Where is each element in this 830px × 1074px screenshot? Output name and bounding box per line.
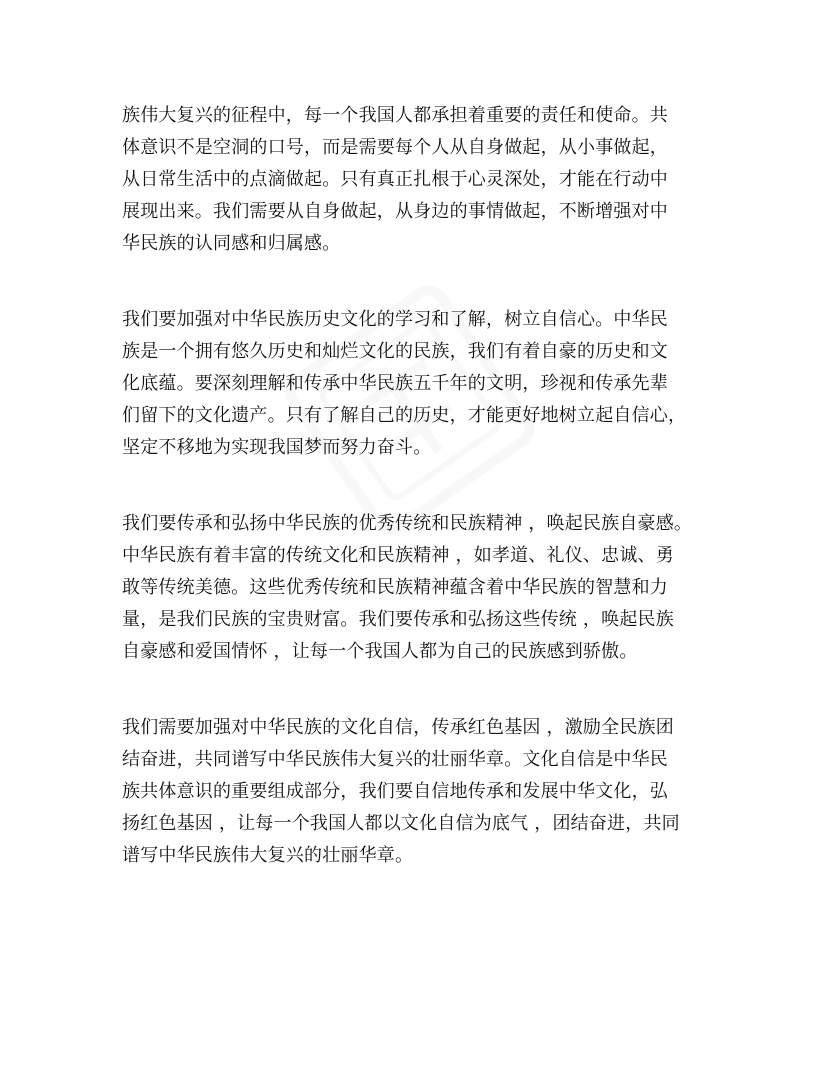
text-line: 族共体意识的重要组成部分，我们要自信地传承和发展中华文化，弘 bbox=[122, 781, 668, 802]
text-line: 中华民族有着丰富的传统文化和民族精神 ，如孝道、礼仪、忠诚、勇 bbox=[122, 545, 674, 566]
text-line: 体意识不是空洞的口号，而是需要每个人从自身做起，从小事做起， bbox=[122, 137, 668, 158]
text-line: 华民族的认同感和归属感。 bbox=[122, 233, 341, 254]
text-line: 敢等传统美德。这些优秀传统和民族精神蕴含着中华民族的智慧和力 bbox=[122, 577, 668, 598]
text-line: 们留下的文化遗产。只有了解自己的历史，才能更好地树立起自信心， bbox=[122, 405, 687, 426]
paragraph-4 bbox=[122, 712, 712, 872]
paragraph-2 bbox=[122, 304, 712, 464]
text-line: 我们需要加强对中华民族的文化自信，传承红色基因 ，激励全民族团 bbox=[122, 717, 674, 738]
document-body bbox=[122, 100, 712, 916]
text-line: 结奋进，共同谱写中华民族伟大复兴的壮丽华章。文化自信是中华民 bbox=[122, 749, 668, 770]
text-line: 从日常生活中的点滴做起。只有真正扎根于心灵深处，才能在行动中 bbox=[122, 169, 668, 190]
text-line: 谱写中华民族伟大复兴的壮丽华章。 bbox=[122, 845, 414, 866]
text-line: 扬红色基因 ，让每一个我国人都以文化自信为底气 ，团结奋进，共同 bbox=[122, 813, 680, 834]
paragraph-1 bbox=[122, 100, 712, 260]
text-line: 自豪感和爱国情怀 ，让每一个我国人都为自己的民族感到骄傲。 bbox=[122, 641, 638, 662]
text-line: 族是一个拥有悠久历史和灿烂文化的民族，我们有着自豪的历史和文 bbox=[122, 341, 668, 362]
text-line: 展现出来。我们需要从自身做起，从身边的事情做起，不断增强对中 bbox=[122, 201, 668, 222]
text-line: 量，是我们民族的宝贵财富。我们要传承和弘扬这些传统 ，唤起民族 bbox=[122, 609, 674, 630]
paragraph-3 bbox=[122, 508, 712, 668]
text-line: 化底蕴。要深刻理解和传承中华民族五千年的文明，珍视和传承先辈 bbox=[122, 373, 668, 394]
text-line: 我们要加强对中华民族历史文化的学习和了解，树立自信心。中华民 bbox=[122, 309, 668, 330]
text-line: 族伟大复兴的征程中，每一个我国人都承担着重要的责任和使命。共 bbox=[122, 105, 668, 126]
text-line: 我们要传承和弘扬中华民族的优秀传统和民族精神 ，唤起民族自豪感。 bbox=[122, 513, 693, 534]
text-line: 坚定不移地为实现我国梦而努力奋斗。 bbox=[122, 437, 432, 458]
